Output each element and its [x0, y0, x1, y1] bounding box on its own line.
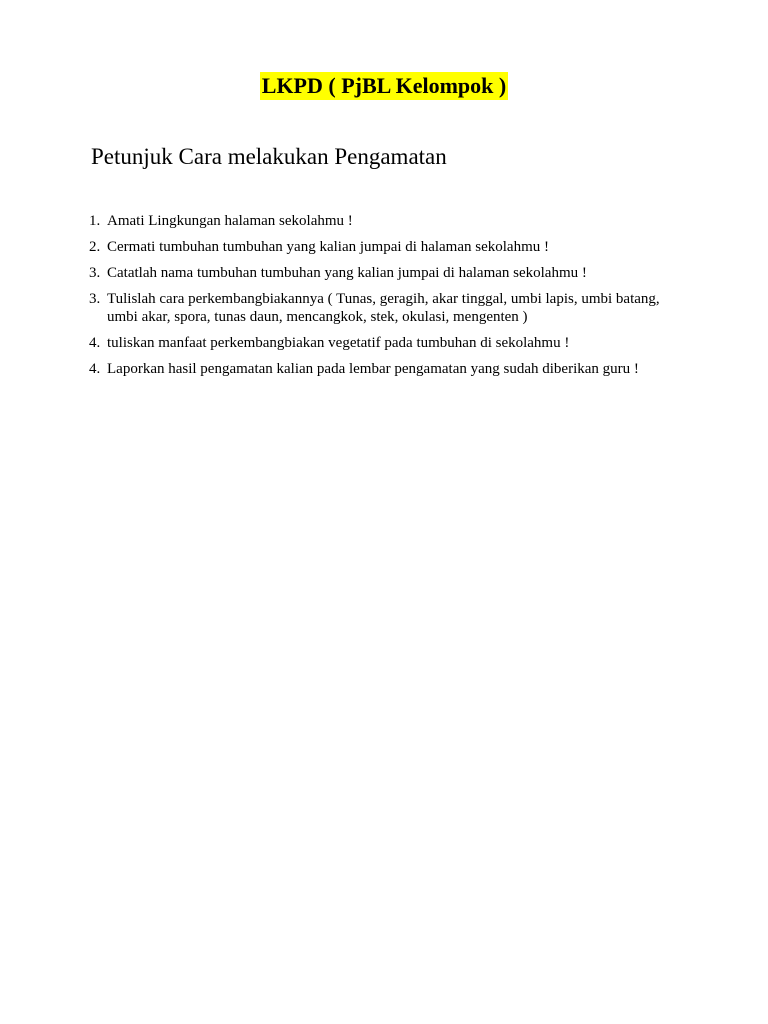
list-item-number: 3. [89, 265, 101, 281]
list-item-number: 4. [89, 335, 101, 351]
list-item-text: Catatlah nama tumbuhan tumbuhan yang kalian jumpai di halaman sekolahmu ! [107, 265, 587, 281]
list-item [89, 212, 689, 230]
list-item-text: Cermati tumbuhan tumbuhan yang kalian jumpai di halaman sekolahmu ! [107, 239, 549, 255]
list-item-text: Laporkan hasil pengamatan kalian pada lembar pengamatan yang sudah diberikan guru ! [107, 361, 639, 377]
list-item-text: Amati Lingkungan halaman sekolahmu ! [107, 213, 353, 229]
list-item [89, 264, 689, 282]
list-item-number: 1. [89, 213, 101, 229]
list-item-number: 3. [89, 291, 101, 307]
list-item-number: 4. [89, 361, 101, 377]
list-item [89, 360, 689, 378]
list-item [89, 334, 689, 352]
list-item-text: Tulislah cara perkembangbiakannya ( Tunas, geragih, akar tinggal, umbi lapis, umbi batang, umbi akar, spora, tunas daun, mencangkok, stek, okulasi, mengenten ) [107, 291, 660, 325]
document-title: LKPD ( PjBL Kelompok ) [261, 73, 507, 98]
list-item-text: tuliskan manfaat perkembangbiakan vegetatif pada tumbuhan di sekolahmu ! [107, 335, 570, 351]
list-item-number: 2. [89, 239, 101, 255]
instructions-heading: Petunjuk Cara melakukan Pengamatan [91, 144, 447, 169]
title-container [0, 72, 768, 100]
list-item [89, 238, 689, 256]
list-item [89, 290, 689, 326]
instruction-list [89, 212, 689, 386]
